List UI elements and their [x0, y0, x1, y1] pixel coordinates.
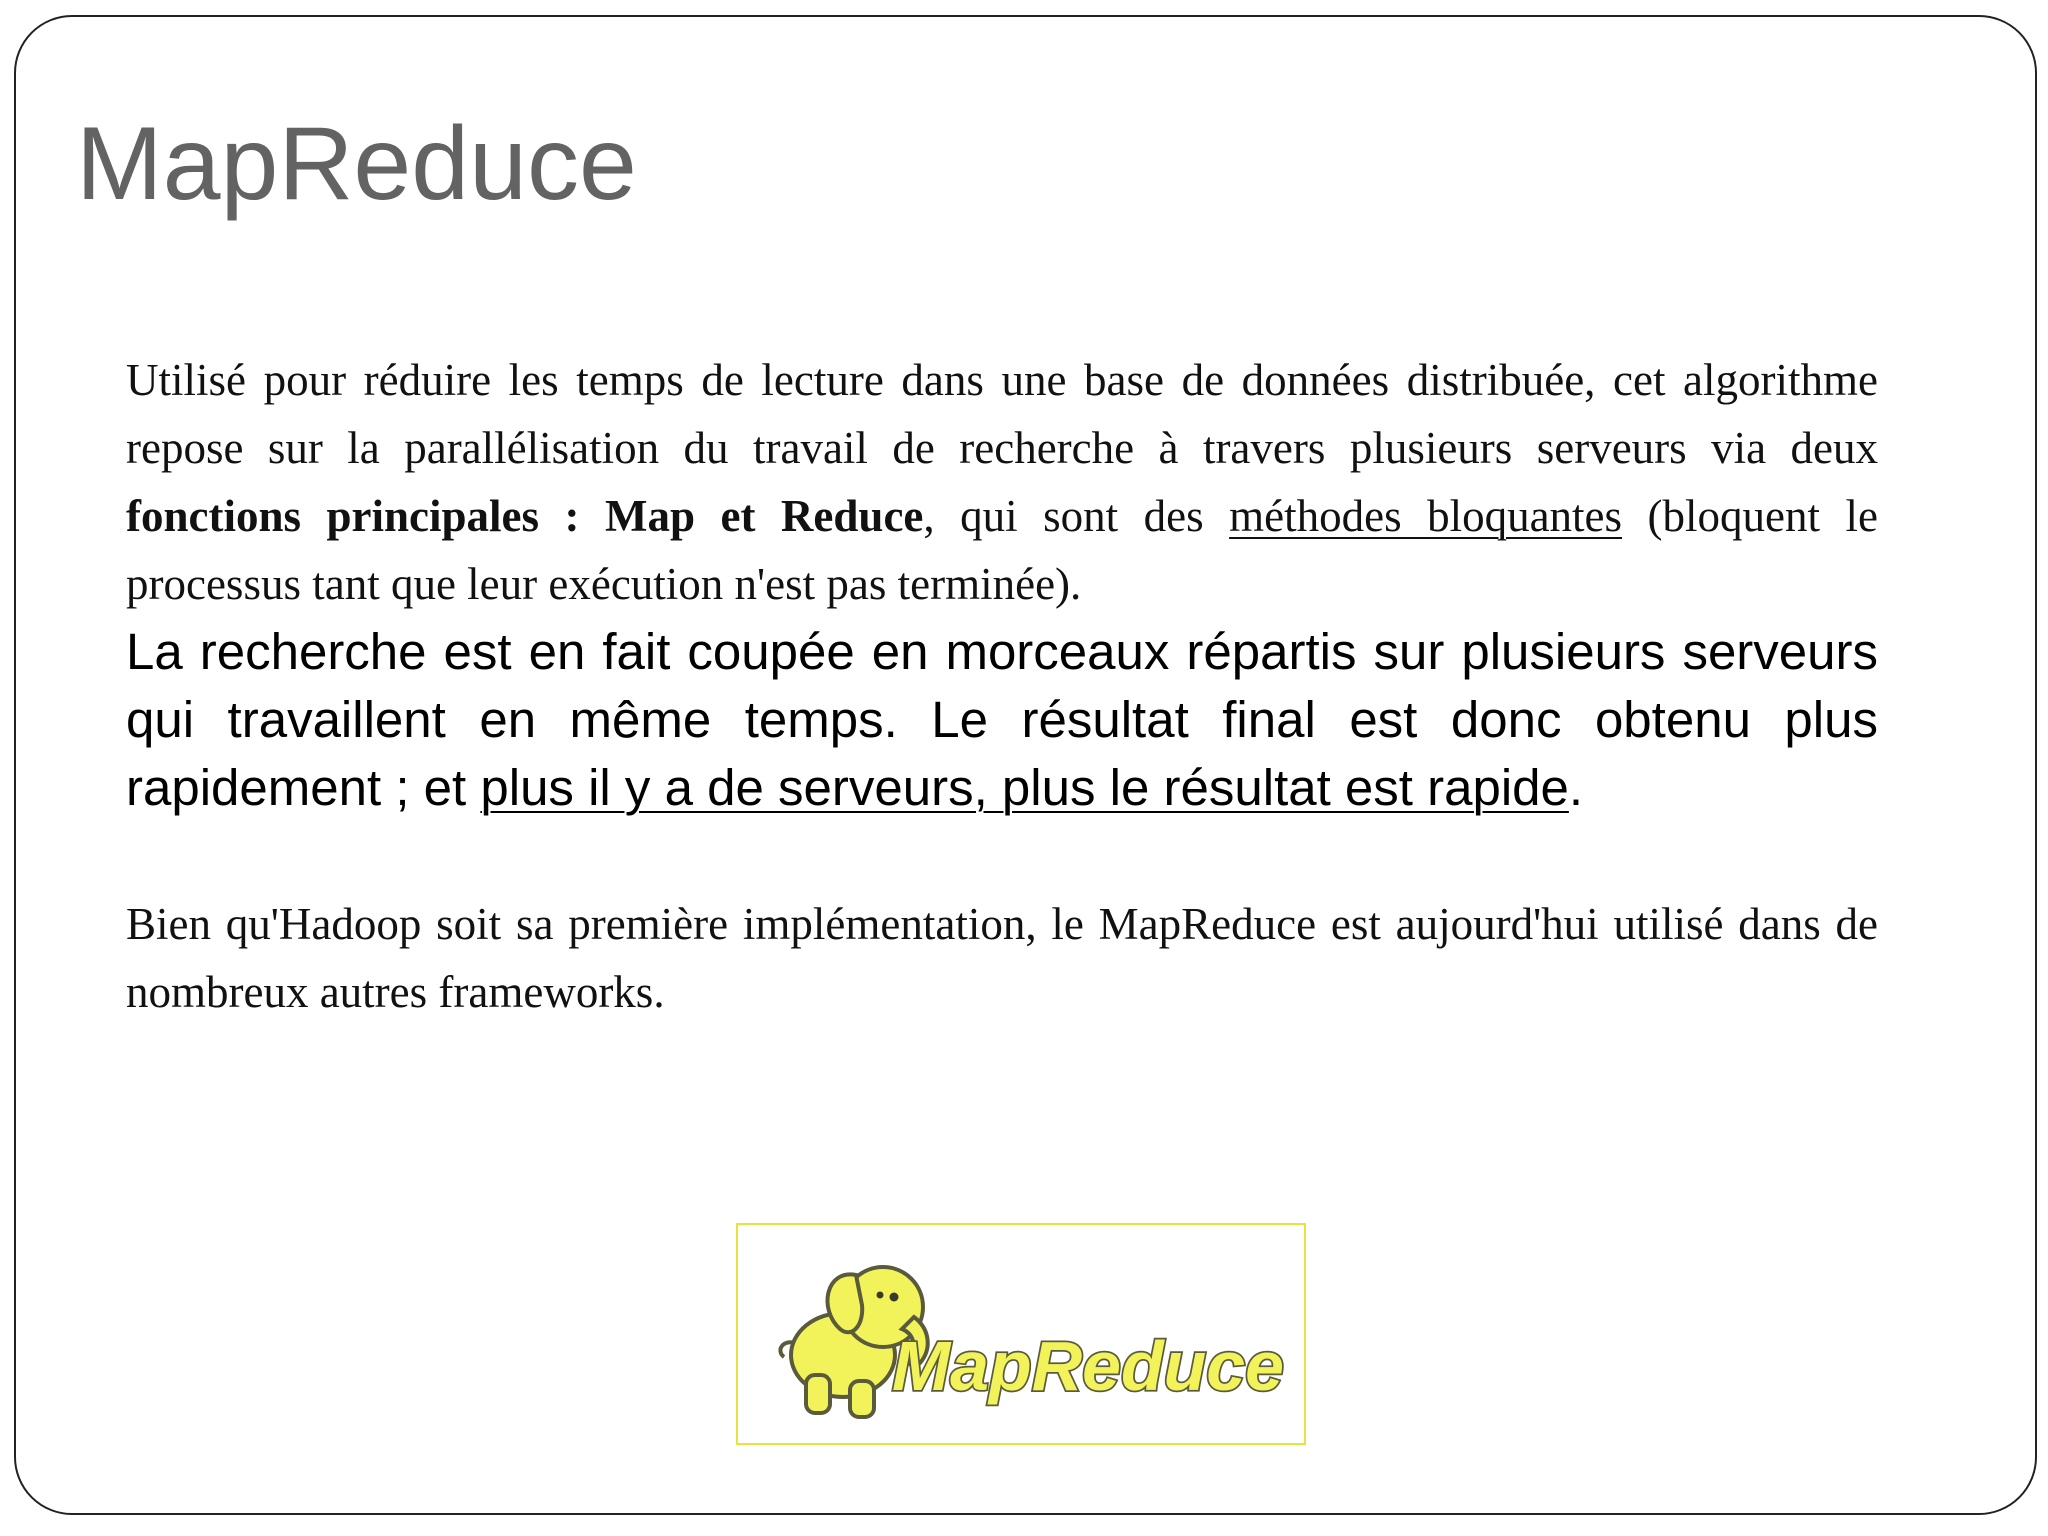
paragraph-algorithm-description: [126, 346, 1878, 618]
paragraph2-end: .: [1568, 759, 1584, 816]
mapreduce-logo-graphic: [738, 1225, 1304, 1443]
paragraph2-underlined-phrase: plus il y a de serveurs, plus le résultat est rapide: [480, 759, 1569, 816]
logo-wordmark: MapReduce: [892, 1327, 1284, 1405]
paragraph1-end: (bloquent le processus tant que leur exécution n'est pas terminée).: [126, 491, 1878, 609]
paragraph1-intro: Utilisé pour réduire les temps de lecture dans une base de données distribuée, cet algorithme repose sur la parallélisation du travail de recherche à travers plusieurs serveurs via deux: [126, 355, 1878, 473]
paragraph1-underlined-phrase: méthodes bloquantes: [1229, 491, 1623, 541]
slide-body: [126, 346, 1878, 1026]
paragraph2-text: La recherche est en fait coupée en morceaux répartis sur plusieurs serveurs qui travaillent en même temps. Le résultat final est donc obtenu plus rapidement ; et: [126, 623, 1878, 816]
paragraph1-after-bold: , qui sont des: [923, 491, 1230, 541]
paragraph-spacer: [126, 822, 1878, 890]
paragraph-hadoop-note: Bien qu'Hadoop soit sa première implémentation, le MapReduce est aujourd'hui utilisé dans de nombreux autres frameworks.: [126, 899, 1878, 1017]
paragraph-parallel-search: [126, 618, 1878, 822]
slide-frame: [14, 15, 2037, 1515]
mapreduce-logo: [736, 1223, 1306, 1445]
slide-title: MapReduce: [76, 106, 637, 222]
paragraph1-bold-phrase: fonctions principales : Map et Reduce: [126, 491, 924, 541]
